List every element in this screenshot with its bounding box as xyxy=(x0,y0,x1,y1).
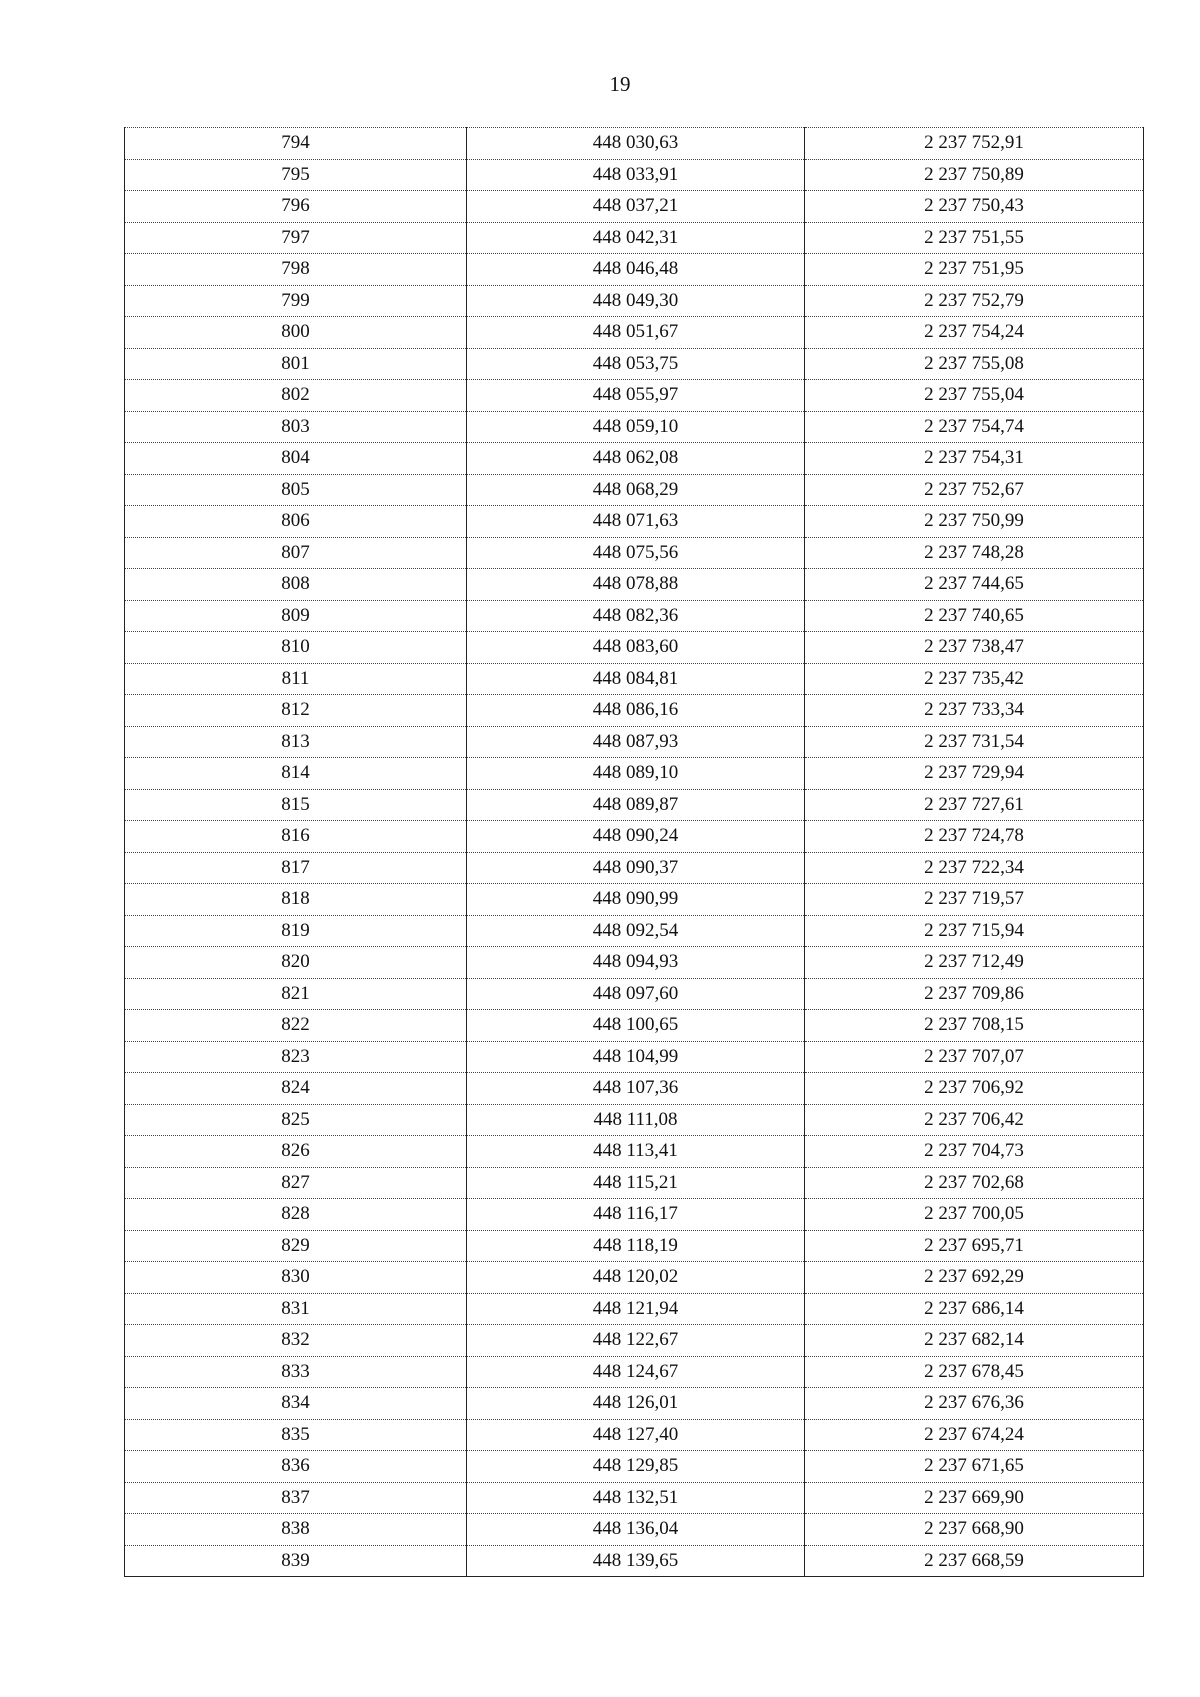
y-coordinate-cell: 2 237 733,34 xyxy=(805,695,1144,727)
point-number-cell: 797 xyxy=(125,222,467,254)
point-number-cell: 805 xyxy=(125,474,467,506)
y-coordinate-cell: 2 237 750,43 xyxy=(805,191,1144,223)
x-coordinate-cell: 448 090,37 xyxy=(467,852,805,884)
point-number-cell: 829 xyxy=(125,1230,467,1262)
y-coordinate-cell: 2 237 719,57 xyxy=(805,884,1144,916)
y-coordinate-cell: 2 237 682,14 xyxy=(805,1325,1144,1357)
x-coordinate-cell: 448 127,40 xyxy=(467,1419,805,1451)
table-row xyxy=(125,506,1144,538)
y-coordinate-cell: 2 237 729,94 xyxy=(805,758,1144,790)
y-coordinate-cell: 2 237 715,94 xyxy=(805,915,1144,947)
x-coordinate-cell: 448 100,65 xyxy=(467,1010,805,1042)
point-number-cell: 799 xyxy=(125,285,467,317)
table-row xyxy=(125,1041,1144,1073)
x-coordinate-cell: 448 062,08 xyxy=(467,443,805,475)
table-row xyxy=(125,1388,1144,1420)
y-coordinate-cell: 2 237 704,73 xyxy=(805,1136,1144,1168)
y-coordinate-cell: 2 237 707,07 xyxy=(805,1041,1144,1073)
x-coordinate-cell: 448 113,41 xyxy=(467,1136,805,1168)
coordinates-table-body xyxy=(125,128,1144,1577)
x-coordinate-cell: 448 078,88 xyxy=(467,569,805,601)
table-row xyxy=(125,317,1144,349)
y-coordinate-cell: 2 237 755,04 xyxy=(805,380,1144,412)
table-row xyxy=(125,128,1144,160)
x-coordinate-cell: 448 116,17 xyxy=(467,1199,805,1231)
x-coordinate-cell: 448 084,81 xyxy=(467,663,805,695)
x-coordinate-cell: 448 121,94 xyxy=(467,1293,805,1325)
x-coordinate-cell: 448 107,36 xyxy=(467,1073,805,1105)
point-number-cell: 837 xyxy=(125,1482,467,1514)
table-row xyxy=(125,1010,1144,1042)
point-number-cell: 800 xyxy=(125,317,467,349)
y-coordinate-cell: 2 237 706,92 xyxy=(805,1073,1144,1105)
table-row xyxy=(125,1325,1144,1357)
table-row xyxy=(125,884,1144,916)
table-row xyxy=(125,1514,1144,1546)
y-coordinate-cell: 2 237 744,65 xyxy=(805,569,1144,601)
table-row xyxy=(125,222,1144,254)
table-row xyxy=(125,947,1144,979)
point-number-cell: 826 xyxy=(125,1136,467,1168)
point-number-cell: 808 xyxy=(125,569,467,601)
y-coordinate-cell: 2 237 695,71 xyxy=(805,1230,1144,1262)
point-number-cell: 807 xyxy=(125,537,467,569)
point-number-cell: 798 xyxy=(125,254,467,286)
y-coordinate-cell: 2 237 668,59 xyxy=(805,1545,1144,1577)
table-row xyxy=(125,726,1144,758)
table-row xyxy=(125,443,1144,475)
table-row xyxy=(125,1356,1144,1388)
x-coordinate-cell: 448 030,63 xyxy=(467,128,805,160)
table-row xyxy=(125,852,1144,884)
y-coordinate-cell: 2 237 752,67 xyxy=(805,474,1144,506)
y-coordinate-cell: 2 237 724,78 xyxy=(805,821,1144,853)
x-coordinate-cell: 448 092,54 xyxy=(467,915,805,947)
point-number-cell: 795 xyxy=(125,159,467,191)
y-coordinate-cell: 2 237 712,49 xyxy=(805,947,1144,979)
table-row xyxy=(125,1419,1144,1451)
table-row xyxy=(125,1136,1144,1168)
point-number-cell: 812 xyxy=(125,695,467,727)
point-number-cell: 813 xyxy=(125,726,467,758)
point-number-cell: 796 xyxy=(125,191,467,223)
y-coordinate-cell: 2 237 708,15 xyxy=(805,1010,1144,1042)
y-coordinate-cell: 2 237 709,86 xyxy=(805,978,1144,1010)
table-row xyxy=(125,1104,1144,1136)
point-number-cell: 832 xyxy=(125,1325,467,1357)
table-row xyxy=(125,254,1144,286)
x-coordinate-cell: 448 046,48 xyxy=(467,254,805,286)
point-number-cell: 825 xyxy=(125,1104,467,1136)
x-coordinate-cell: 448 089,87 xyxy=(467,789,805,821)
table-row xyxy=(125,632,1144,664)
x-coordinate-cell: 448 139,65 xyxy=(467,1545,805,1577)
y-coordinate-cell: 2 237 676,36 xyxy=(805,1388,1144,1420)
point-number-cell: 830 xyxy=(125,1262,467,1294)
table-row xyxy=(125,569,1144,601)
table-row xyxy=(125,474,1144,506)
point-number-cell: 833 xyxy=(125,1356,467,1388)
x-coordinate-cell: 448 090,24 xyxy=(467,821,805,853)
point-number-cell: 811 xyxy=(125,663,467,695)
table-row xyxy=(125,1545,1144,1577)
y-coordinate-cell: 2 237 752,91 xyxy=(805,128,1144,160)
x-coordinate-cell: 448 033,91 xyxy=(467,159,805,191)
x-coordinate-cell: 448 115,21 xyxy=(467,1167,805,1199)
point-number-cell: 820 xyxy=(125,947,467,979)
table-row xyxy=(125,789,1144,821)
table-row xyxy=(125,915,1144,947)
point-number-cell: 834 xyxy=(125,1388,467,1420)
x-coordinate-cell: 448 053,75 xyxy=(467,348,805,380)
point-number-cell: 836 xyxy=(125,1451,467,1483)
x-coordinate-cell: 448 051,67 xyxy=(467,317,805,349)
point-number-cell: 827 xyxy=(125,1167,467,1199)
point-number-cell: 821 xyxy=(125,978,467,1010)
x-coordinate-cell: 448 049,30 xyxy=(467,285,805,317)
table-row xyxy=(125,1230,1144,1262)
x-coordinate-cell: 448 136,04 xyxy=(467,1514,805,1546)
x-coordinate-cell: 448 089,10 xyxy=(467,758,805,790)
table-row xyxy=(125,191,1144,223)
point-number-cell: 824 xyxy=(125,1073,467,1105)
table-row xyxy=(125,663,1144,695)
x-coordinate-cell: 448 118,19 xyxy=(467,1230,805,1262)
x-coordinate-cell: 448 094,93 xyxy=(467,947,805,979)
x-coordinate-cell: 448 068,29 xyxy=(467,474,805,506)
table-row xyxy=(125,600,1144,632)
point-number-cell: 822 xyxy=(125,1010,467,1042)
y-coordinate-cell: 2 237 727,61 xyxy=(805,789,1144,821)
table-row xyxy=(125,1073,1144,1105)
x-coordinate-cell: 448 120,02 xyxy=(467,1262,805,1294)
point-number-cell: 817 xyxy=(125,852,467,884)
y-coordinate-cell: 2 237 678,45 xyxy=(805,1356,1144,1388)
x-coordinate-cell: 448 083,60 xyxy=(467,632,805,664)
table-row xyxy=(125,1167,1144,1199)
y-coordinate-cell: 2 237 755,08 xyxy=(805,348,1144,380)
y-coordinate-cell: 2 237 700,05 xyxy=(805,1199,1144,1231)
table-row xyxy=(125,411,1144,443)
y-coordinate-cell: 2 237 735,42 xyxy=(805,663,1144,695)
point-number-cell: 823 xyxy=(125,1041,467,1073)
y-coordinate-cell: 2 237 722,34 xyxy=(805,852,1144,884)
point-number-cell: 839 xyxy=(125,1545,467,1577)
table-row xyxy=(125,537,1144,569)
table-row xyxy=(125,978,1144,1010)
table-row xyxy=(125,348,1144,380)
point-number-cell: 801 xyxy=(125,348,467,380)
x-coordinate-cell: 448 122,67 xyxy=(467,1325,805,1357)
table-row xyxy=(125,1262,1144,1294)
x-coordinate-cell: 448 055,97 xyxy=(467,380,805,412)
y-coordinate-cell: 2 237 738,47 xyxy=(805,632,1144,664)
table-row xyxy=(125,1199,1144,1231)
point-number-cell: 803 xyxy=(125,411,467,443)
y-coordinate-cell: 2 237 668,90 xyxy=(805,1514,1144,1546)
point-number-cell: 818 xyxy=(125,884,467,916)
table-row xyxy=(125,1293,1144,1325)
point-number-cell: 828 xyxy=(125,1199,467,1231)
x-coordinate-cell: 448 097,60 xyxy=(467,978,805,1010)
x-coordinate-cell: 448 126,01 xyxy=(467,1388,805,1420)
x-coordinate-cell: 448 059,10 xyxy=(467,411,805,443)
y-coordinate-cell: 2 237 731,54 xyxy=(805,726,1144,758)
x-coordinate-cell: 448 042,31 xyxy=(467,222,805,254)
y-coordinate-cell: 2 237 674,24 xyxy=(805,1419,1144,1451)
table-row xyxy=(125,821,1144,853)
x-coordinate-cell: 448 082,36 xyxy=(467,600,805,632)
table-row xyxy=(125,695,1144,727)
x-coordinate-cell: 448 124,67 xyxy=(467,1356,805,1388)
point-number-cell: 815 xyxy=(125,789,467,821)
x-coordinate-cell: 448 104,99 xyxy=(467,1041,805,1073)
point-number-cell: 819 xyxy=(125,915,467,947)
x-coordinate-cell: 448 037,21 xyxy=(467,191,805,223)
point-number-cell: 814 xyxy=(125,758,467,790)
y-coordinate-cell: 2 237 751,95 xyxy=(805,254,1144,286)
point-number-cell: 794 xyxy=(125,128,467,160)
y-coordinate-cell: 2 237 754,74 xyxy=(805,411,1144,443)
x-coordinate-cell: 448 087,93 xyxy=(467,726,805,758)
y-coordinate-cell: 2 237 692,29 xyxy=(805,1262,1144,1294)
x-coordinate-cell: 448 132,51 xyxy=(467,1482,805,1514)
x-coordinate-cell: 448 129,85 xyxy=(467,1451,805,1483)
x-coordinate-cell: 448 071,63 xyxy=(467,506,805,538)
y-coordinate-cell: 2 237 702,68 xyxy=(805,1167,1144,1199)
point-number-cell: 806 xyxy=(125,506,467,538)
y-coordinate-cell: 2 237 748,28 xyxy=(805,537,1144,569)
table-row xyxy=(125,758,1144,790)
y-coordinate-cell: 2 237 686,14 xyxy=(805,1293,1144,1325)
page-number: 19 xyxy=(609,72,631,96)
table-row xyxy=(125,159,1144,191)
table-row xyxy=(125,380,1144,412)
x-coordinate-cell: 448 111,08 xyxy=(467,1104,805,1136)
y-coordinate-cell: 2 237 706,42 xyxy=(805,1104,1144,1136)
point-number-cell: 804 xyxy=(125,443,467,475)
y-coordinate-cell: 2 237 740,65 xyxy=(805,600,1144,632)
x-coordinate-cell: 448 075,56 xyxy=(467,537,805,569)
y-coordinate-cell: 2 237 750,89 xyxy=(805,159,1144,191)
y-coordinate-cell: 2 237 671,65 xyxy=(805,1451,1144,1483)
x-coordinate-cell: 448 086,16 xyxy=(467,695,805,727)
y-coordinate-cell: 2 237 750,99 xyxy=(805,506,1144,538)
point-number-cell: 802 xyxy=(125,380,467,412)
x-coordinate-cell: 448 090,99 xyxy=(467,884,805,916)
point-number-cell: 838 xyxy=(125,1514,467,1546)
y-coordinate-cell: 2 237 669,90 xyxy=(805,1482,1144,1514)
y-coordinate-cell: 2 237 754,24 xyxy=(805,317,1144,349)
point-number-cell: 835 xyxy=(125,1419,467,1451)
y-coordinate-cell: 2 237 751,55 xyxy=(805,222,1144,254)
y-coordinate-cell: 2 237 752,79 xyxy=(805,285,1144,317)
coordinates-table xyxy=(124,127,1144,1577)
table-row xyxy=(125,1482,1144,1514)
point-number-cell: 831 xyxy=(125,1293,467,1325)
point-number-cell: 816 xyxy=(125,821,467,853)
table-row xyxy=(125,285,1144,317)
table-row xyxy=(125,1451,1144,1483)
point-number-cell: 809 xyxy=(125,600,467,632)
point-number-cell: 810 xyxy=(125,632,467,664)
y-coordinate-cell: 2 237 754,31 xyxy=(805,443,1144,475)
